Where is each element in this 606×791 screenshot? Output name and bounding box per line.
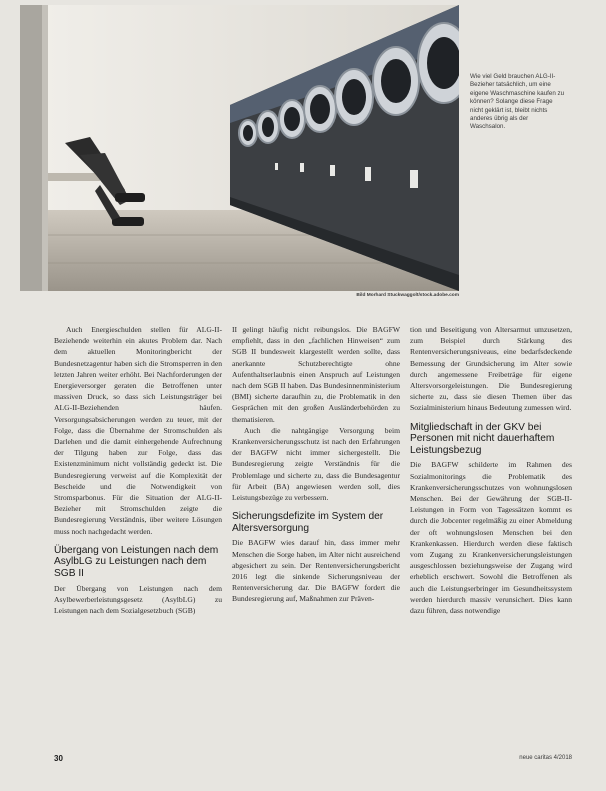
paragraph: Die BAGFW schilderte im Rahmen des Sozialmonitorings die Problematik des Krankenversicherungsschutzes von wohnungslosen Menschen. Bei der Gewährung der SGB-II-Leistungen in Form von Tagessätzen kommt es durch die Jobcenter regelmäßig zu einer Abmeldung der oft wohnungslosen Menschen bei den Krankenkassen. Hierdurch werden diese faktisch vom Zugang zu Krankenversicherungsleistungen ausgeschlossen beziehungsweise der Zugang wird erheblich erschwert. Sowohl die Betroffenen als auch die Leistungserbringer im Gesundheitssystem werden hierdurch massiv verunsichert. Dies kann dazu führen, dass notwendige bbox=[410, 460, 572, 616]
paragraph: tion und Beseitigung von Altersarmut umzusetzen, zum Beispiel durch Stärkung des Rentenversicherungsniveaus, eine bedarfsdeckende Bemessung der Grundsicherung im Alter sowie durch angemessene Freibeträge für eigene Altersvorsorgeleistungen. Die Bundesregierung sicherte zu, dass sie diesen Themen über das Sozialministerium hinaus Bedeutung zumessen wird. bbox=[410, 325, 572, 413]
paragraph: Der Übergang von Leistungen nach dem Asylbewerberleistungsgesetz (AsylbLG) zu Leistungen nach dem Sozialgesetzbuch (SGB) bbox=[54, 583, 222, 616]
photo-caption: Wie viel Geld brauchen ALG-II-Bezieher tatsächlich, um eine eigene Waschmaschine kaufen zu können? Solange diese Frage nicht geklärt ist, bleibt nichts anderes übrig als der Waschsalon. bbox=[470, 73, 565, 131]
section-heading-gkv: Mitgliedschaft in der GKV bei Personen mit nicht dauerhaftem Leistungsbezug bbox=[410, 421, 555, 456]
article-column-3 bbox=[410, 324, 572, 616]
article-column-1 bbox=[54, 324, 222, 616]
photo-credit: Bild Morhard Stuckwaggolt/stock.adobe.com bbox=[356, 293, 459, 298]
laundromat-illustration bbox=[20, 5, 459, 291]
magazine-title: neue caritas 4/2018 bbox=[519, 755, 572, 761]
laundromat-photo bbox=[20, 5, 459, 291]
paragraph: II gelingt häufig nicht reibungslos. Die BAGFW empfiehlt, dass in den „fachlichen Hinweisen“ zum SGB II bundesweit klargestellt werden sollte, dass anerkannte Schutzberechtigte ohne Aufenthaltserlaubnis einen Anspruch auf Leistungen nach dem SGB II haben. Das Bundesinnenministerium (BMI) sicherte daraufhin zu, die Problematik in den Gesprächen mit den großen Ausländerbehörden zu thematisieren. bbox=[232, 325, 400, 424]
section-heading-altersversorgung: Sicherungsdefizite im System der Altersversorgung bbox=[232, 511, 384, 534]
page-number: 30 bbox=[54, 754, 63, 763]
paragraph: Auch die nahtgängige Versorgung beim Krankenversicherungsschutz ist nach den Erfahrungen der BAGFW nicht immer sichergestellt. Die Bundesregierung zeigte Verständnis für die Problemlage und sicherte zu, dass die Bundesagentur für Arbeit (BA) angewiesen werden soll, dies Leistungsbezüge zu verbessern. bbox=[232, 425, 400, 503]
paragraph: Auch Energieschulden stellen für ALG-II-Beziehende weiterhin ein akutes Problem dar. Nach dem aktuellen Monitoringbericht der Bundesnetzagentur haben sich die Stromsperren in den letzten Jahren weiter erhöht. Bei Nachforderungen der Energieversorger geraten die Betroffenen unter massiven Druck, so dass sich Leistungsträger bei ALG-II-Beziehenden häufen. Versorgungsabsicherungen werden zu teuer, mit der Folge, dass die Übernahme der Stromschulden als Darlehen und die damit einhergehende Aufrechnung der Tilgung haben zur Folge, dass das Existenzminimum nicht vollständig gedeckt ist. Die Bundesregierung verweist auf die Komplexität der Bescheide und die Notwendigkeit von Stromsparbonus. Für die Situation der ALG-II-Bezieher mit Stromschulden zeigte die Bundesregierung Verständnis, über weitere Lösungen muss noch nachgedacht werden. bbox=[54, 325, 222, 536]
paragraph: Die BAGFW wies darauf hin, dass immer mehr Menschen die Sorge haben, im Alter nicht ausreichend abgesichert zu sein. Der Rentenversicherungsbericht 2016 legt die sinkende Sicherungsniveau der Rentenversicherung dar. Die BAGFW fordert die Bundesregierung auf, Maßnahmen zur Präven- bbox=[232, 538, 400, 604]
article-column-2 bbox=[232, 324, 400, 605]
section-heading-asylblg: Übergang von Leistungen nach dem AsylbLG zu Leistungen nach dem SGB II bbox=[54, 544, 219, 580]
